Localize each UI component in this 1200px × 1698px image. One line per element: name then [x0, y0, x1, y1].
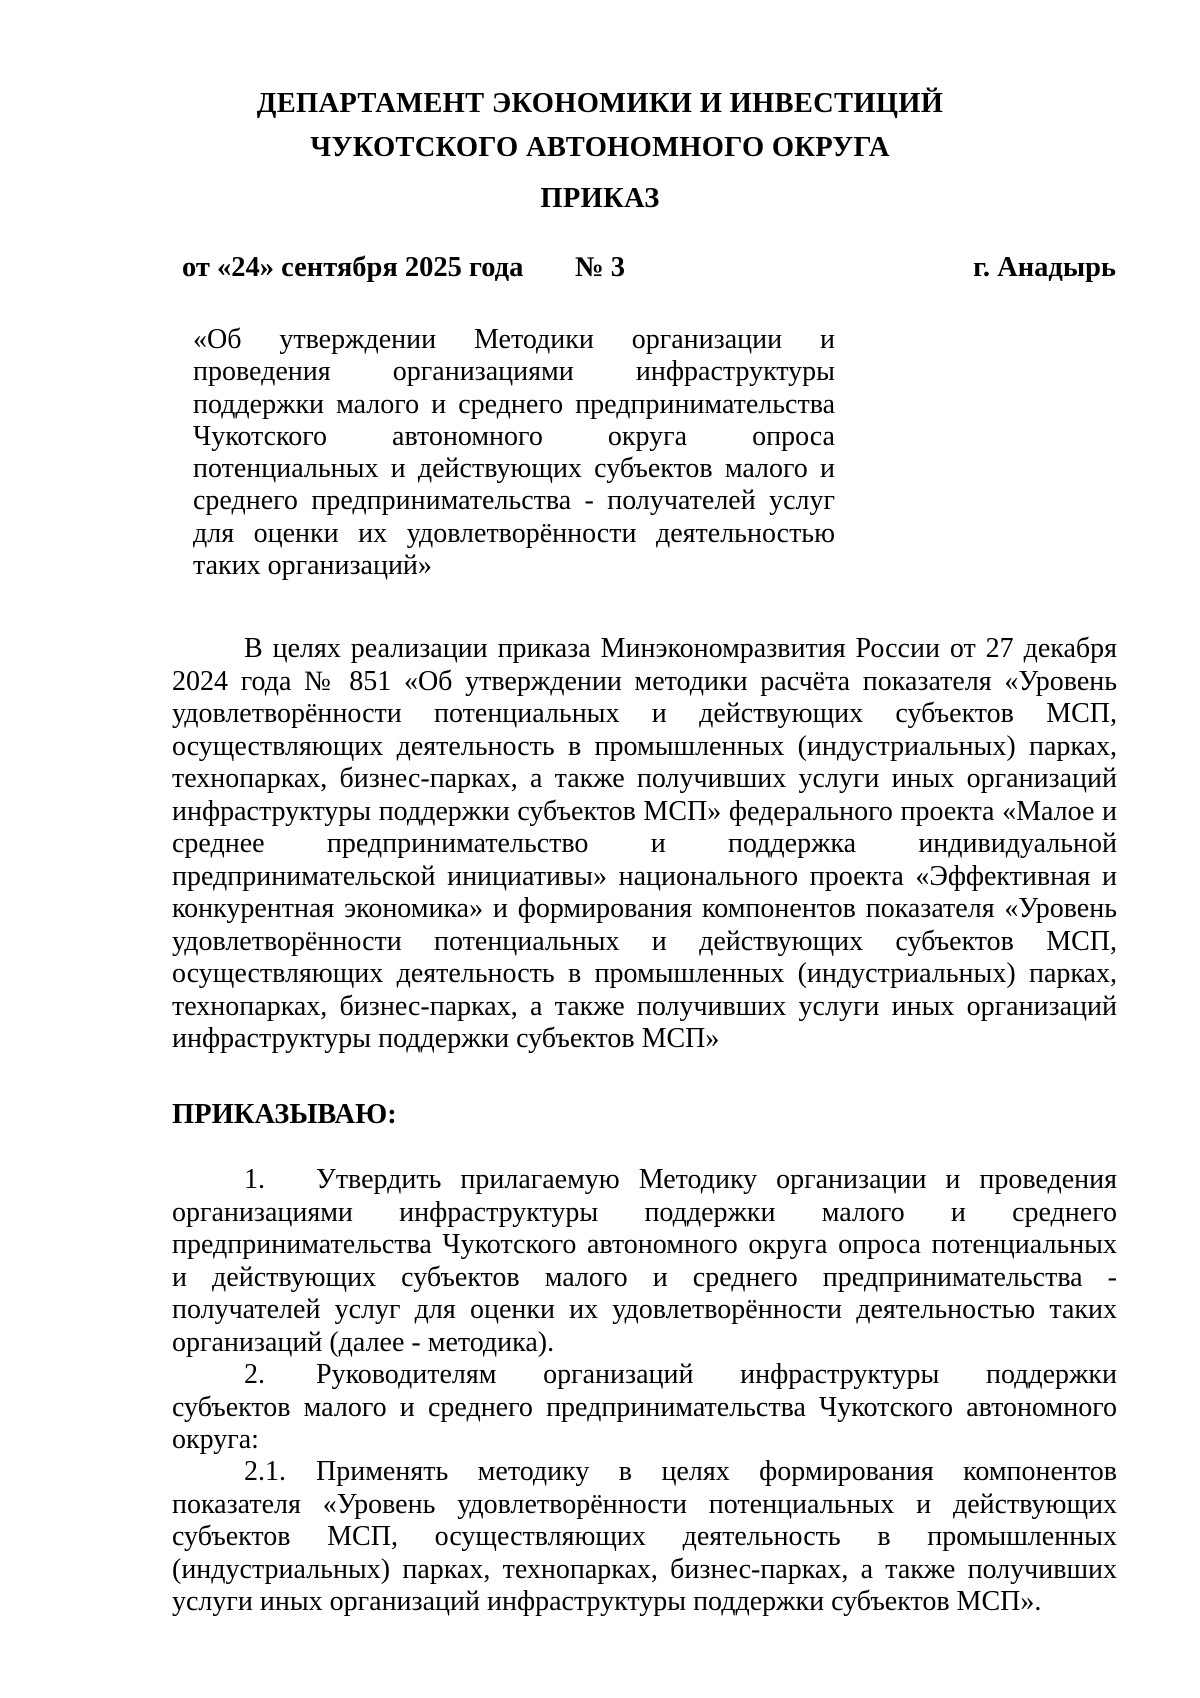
document-date: от «24» сентября 2025 года — [182, 252, 524, 283]
item-number: 2. — [244, 1359, 265, 1390]
order-item-2-1 — [172, 1456, 1117, 1619]
order-item-2 — [172, 1359, 1117, 1457]
document-number: № 3 — [575, 252, 626, 283]
department-title-line2: ЧУКОТСКОГО АВТОНОМНОГО ОКРУГА — [310, 132, 890, 163]
order-title: «Об утверждении Методики организации и проведения организациями инфраструктуры поддержки малого и среднего предпринимательства Чукотского автономного округа опроса потенциальных и действующих субъектов малого и среднего предпринимательства - получателей услуг для оценки их удовлетворённости деятельностью таких организаций» — [193, 324, 835, 582]
department-title-line1: ДЕПАРТАМЕНТ ЭКОНОМИКИ И ИНВЕСТИЦИЙ — [256, 88, 944, 119]
item-text: Утвердить прилагаемую Методику организации и проведения организациями инфраструктуры поддержки малого и среднего предпринимательства Чукотского автономного округа опроса потенциальных и действующих субъектов малого и среднего предпринимательства - получателей услуг для оценки их удовлетворённости деятельностью таких организаций (далее - методика). — [172, 1164, 1117, 1358]
item-number: 2.1. — [244, 1456, 286, 1487]
document-type: ПРИКАЗ — [540, 183, 660, 214]
item-text: Применять методику в целях формирования компонентов показателя «Уровень удовлетворённости потенциальных и действующих субъектов МСП, осуществляющих деятельность в промышленных (индустриальных) парках, технопарках, бизнес-парках, а также получивших услуги иных организаций инфраструктуры поддержки субъектов МСП». — [172, 1456, 1117, 1617]
order-item-1 — [172, 1164, 1117, 1359]
preamble-paragraph: В целях реализации приказа Минэкономразвития России от 27 декабря 2024 года № 851 «Об утверждении методики расчёта показателя «Уровень удовлетворённости потенциальных и действующих субъектов МСП, осуществляющих деятельность в промышленных (индустриальных) парках, технопарках, бизнес-парках, а также получивших услуги иных организаций инфраструктуры поддержки субъектов МСП» федерального проекта «Малое и среднее предпринимательство и поддержка индивидуальной предпринимательской инициативы» национального проекта «Эффективная и конкурентная экономика» и формирования компонентов показателя «Уровень удовлетворённости потенциальных и действующих субъектов МСП, осуществляющих деятельность в промышленных (индустриальных) парках, технопарках, бизнес-парках, а также получивших услуги иных организаций инфраструктуры поддержки субъектов МСП» — [172, 633, 1117, 1054]
item-number: 1. — [244, 1164, 265, 1195]
order-keyword: ПРИКАЗЫВАЮ: — [172, 1099, 397, 1130]
item-text: Руководителям организаций инфраструктуры поддержки субъектов малого и среднего предпринимательства Чукотского автономного округа: — [172, 1359, 1117, 1455]
document-city: г. Анадырь — [973, 252, 1116, 283]
